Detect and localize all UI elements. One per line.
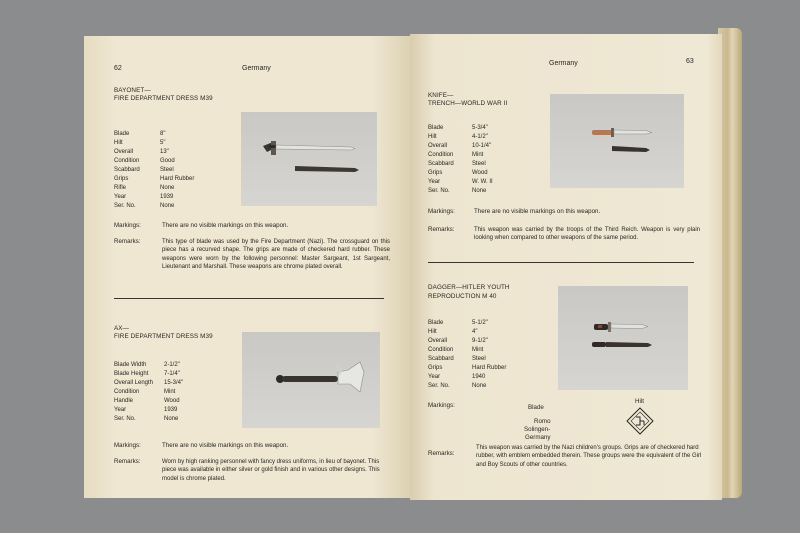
spec-row: Year 1939 bbox=[114, 407, 178, 413]
item-title-line1: AX— bbox=[114, 325, 129, 332]
spec-row: Year W. W. II bbox=[428, 179, 493, 185]
blade-marking-line: Romo bbox=[534, 418, 551, 425]
spec-row: Scabbard Steel bbox=[428, 161, 486, 167]
section-divider bbox=[428, 262, 694, 263]
section-divider bbox=[114, 298, 384, 299]
spec-row: Year 1940 bbox=[428, 374, 486, 380]
spec-row: Scabbard Steel bbox=[114, 167, 174, 173]
blade-marking-heading: Blade bbox=[528, 404, 544, 411]
spec-row: Rifle None bbox=[114, 185, 175, 191]
page-number: 63 bbox=[686, 58, 694, 65]
remarks-label: Remarks: bbox=[428, 226, 455, 233]
item-title-line1: DAGGER—HITLER YOUTH bbox=[428, 284, 510, 291]
trench-knife-photo bbox=[550, 94, 684, 188]
markings-label: Markings: bbox=[428, 208, 455, 215]
right-page bbox=[410, 34, 722, 500]
markings-text: There are no visible markings on this weapon. bbox=[162, 222, 289, 229]
item-title-line2: FIRE DEPARTMENT DRESS M39 bbox=[114, 95, 213, 102]
spec-row: Blade Height 7-1/4" bbox=[114, 371, 180, 377]
markings-text: There are no visible markings on this weapon. bbox=[474, 208, 601, 215]
page-header: Germany bbox=[242, 65, 271, 72]
spec-row: Hilt 4-1/2" bbox=[428, 134, 488, 140]
spec-row: Blade Width 2-1/2" bbox=[114, 362, 180, 368]
left-page bbox=[84, 36, 410, 498]
spec-row: Ser. No. None bbox=[114, 203, 175, 209]
spec-row: Condition Good bbox=[114, 158, 175, 164]
spec-row: Grips Wood bbox=[428, 170, 488, 176]
remarks-label: Remarks: bbox=[114, 238, 141, 245]
dagger-illustration bbox=[558, 286, 688, 390]
spec-row: Blade 8" bbox=[114, 131, 166, 137]
spec-row: Hilt 5" bbox=[114, 140, 166, 146]
ax-photo bbox=[242, 332, 380, 428]
page-number: 62 bbox=[114, 65, 122, 72]
spec-row: Handle Wood bbox=[114, 398, 180, 404]
spec-row: Year 1939 bbox=[114, 194, 174, 200]
item-title-line2: TRENCH—WORLD WAR II bbox=[428, 100, 508, 107]
spec-row: Condition Mint bbox=[114, 389, 176, 395]
remarks-label: Remarks: bbox=[114, 458, 141, 465]
spec-row: Overall 13" bbox=[114, 149, 169, 155]
blade-marking-line: Solingen- bbox=[524, 426, 551, 433]
bayonet-illustration bbox=[241, 112, 377, 206]
spec-row: Condition Mint bbox=[428, 347, 484, 353]
spec-row: Ser. No. None bbox=[428, 383, 487, 389]
spec-row: Overall 10-1/4" bbox=[428, 143, 492, 149]
item-title-line1: BAYONET— bbox=[114, 87, 151, 94]
markings-text: There are no visible markings on this weapon. bbox=[162, 442, 289, 449]
trench-knife-illustration bbox=[550, 94, 684, 188]
spec-row: Overall 9-1/2" bbox=[428, 338, 488, 344]
spec-row: Scabbard Steel bbox=[428, 356, 486, 362]
markings-label: Markings: bbox=[114, 442, 141, 449]
ax-illustration bbox=[242, 332, 380, 428]
hitler-youth-emblem-icon bbox=[626, 407, 654, 435]
remarks-label: Remarks: bbox=[428, 450, 455, 457]
item-title-line2: FIRE DEPARTMENT DRESS M39 bbox=[114, 333, 213, 340]
bayonet-photo bbox=[241, 112, 377, 206]
hitler-youth-dagger-photo bbox=[558, 286, 688, 390]
remarks-text: This type of blade was used by the Fire Department (Nazi). The crossguard on this piece has a recurved shape. The grips are made of checkered hard rubber. These weapons were worn by the following personnel: Master Sargeant, 1st Sargeant, Lieutenant and Marshall. These weapons are chrome plated overall. bbox=[162, 239, 390, 270]
spec-row: Grips Hard Rubber bbox=[114, 176, 195, 182]
blade-marking-line: Germany bbox=[525, 434, 551, 441]
hilt-marking-heading: Hilt bbox=[635, 398, 644, 405]
spec-row: Condition Mint bbox=[428, 152, 484, 158]
remarks-text: This weapon was carried by the troops of the Third Reich. Weapon is very plain looking when compared to other weapons of the same period. bbox=[474, 227, 700, 242]
spec-row: Ser. No. None bbox=[114, 416, 179, 422]
item-title-line2: REPRODUCTION M 40 bbox=[428, 293, 497, 300]
remarks-text: This weapon was carried by the Nazi children's groups. Grips are of checkered hard rubber, with emblem embedded therein. These groups were the equivalent of the Girl and Boy Scouts of other countries. bbox=[476, 445, 702, 468]
spec-row: Grips Hard Rubber bbox=[428, 365, 507, 371]
page-header: Germany bbox=[549, 60, 578, 67]
spec-row: Ser. No. None bbox=[428, 188, 487, 194]
spec-row: Hilt 4" bbox=[428, 329, 478, 335]
item-title-line1: KNIFE— bbox=[428, 92, 454, 99]
markings-label: Markings: bbox=[114, 222, 141, 229]
spec-row: Overall Length 15-3/4" bbox=[114, 380, 184, 386]
spec-row: Blade 5-1/2" bbox=[428, 320, 488, 326]
remarks-text: Worn by high ranking personnel with fancy dress uniforms, in lieu of bayonet. This piece was available in either silver or gold finish and in various other designs. This model is chrome plated. bbox=[162, 459, 380, 482]
spec-row: Blade 5-3/4" bbox=[428, 125, 488, 131]
markings-label: Markings: bbox=[428, 402, 455, 409]
